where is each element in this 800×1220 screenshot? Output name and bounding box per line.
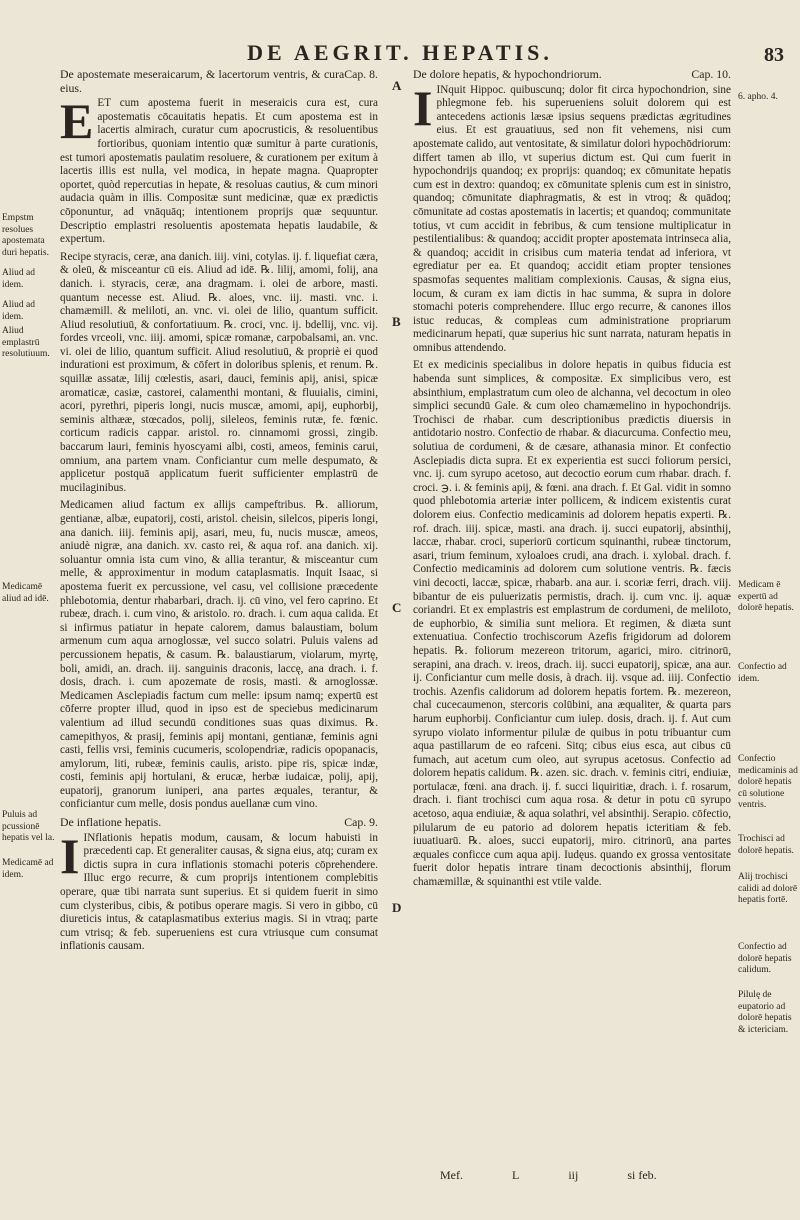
margin-note: Alij trochisci calidi ad dolorē hepatis fortē. (738, 872, 798, 905)
chapter-number: Cap. 9. (344, 815, 378, 830)
catchword-line (440, 1168, 730, 1183)
drop-cap: I (413, 79, 433, 136)
margin-note: Medicam ē expertū ad dolorē hepatis. (738, 580, 794, 613)
paragraph: I INflationis hepatis modum, causam, & locum habuisti in præcedenti cap. Et generaliter causas, & signa eius, atq; curam ex dictis supra in cura inflationis stomachi poteris cōprehendere. Illuc ergo recurre, & cum proprijs intentionem complebitis operare, quæ tibi narrata sunt superius. Et si quidem fuerit in simo cum clysteribus, cibis, & potibus operare magis. Si vero in gibbo, cū diureticis intus, & cataplasmatibus exterius magis. Si in vtraq; parte cum vtrisq; & feb. superueniens est cura vtriusque cum consumat inflationis causam. (60, 827, 378, 953)
chapter-heading (413, 68, 731, 82)
margin-note: Confectio ad dolorē hepatis calidum. (738, 942, 792, 975)
margin-note: Pilulę de eupatorio ad dolorē hepatis & ictericiam. (738, 990, 792, 1035)
chapter-title: De apostemate meseraicarum, & lacertorum ventris, & cura eius. (60, 67, 345, 95)
paragraph: EET cum apostema fuerit in meseraicis cura est, cura apostematis cōcauitatis hepatis. Et cum apostema est in lacertis almirach, curatur cum apocrusticis, & resoluentibus fortioribus, quoniam intentio quæ sumitur à parte curationis, est tumori apostematis paulatim resoluere, & curationem per exitum à lacertis illis est nulla, vel modica, in hepate magna. Quapropter oportet, quòd repercutias in hepate, & resoluas cautius, & cum minori audacia quàm in illis. Compositæ sunt medicinæ, quæ ex prædictis cōponuntur, ad vnāquāq; intentionem proprijs quæ sequuntur. Descriptio emplastri resoluentis apostemata hepatis laudabile, & expertum. (60, 93, 378, 246)
paragraph: I INquit Hippoc. quibuscunq; dolor fit circa hypochondrion, sine phlegmone feb. his superueniens soluit dolorem qui est antecedens actionis læsæ ipsius sequens prædictas ægritudines eius. Et est grauatiuus, sed non fit vehemens, nisi cum apostemate calido, aut ventositate, & similatur dolori hypochōdriorum: differt tamen ab illo, vt superius dictum est. Qui cum fuerit in hypochondrijs quandoq; ex proprijs: quandoq; ex cōmunitate hepatis cum est in dextro: quandoq; ex cōmunitate splenis cum est in sinistro, quandoq; cōmunitate diaphragmatis, & est in vtroq; & quādoq; cōmunitate ad costas apostematis in lacertis; et quandoq; communitate totius, vt cum accidit in febribus, & cum tensione multiplicatur in pestilentialibus: & quandoq; accidit propter apostemata intrinseca alia, & quandoq; accidit in crisibus cum materia tendat ad inferiora, vt egrediatur per ea. Et quandoq; accidit etiam propter tensiones spasmofas sequentes malitiam complexionis. Causas, & signa eius, locum, & curam ex iam dictis in hac summa, & supra in dolore stomachi poteris comprehendere. Illuc ergo recurre, & canones illos istuc reducas, & compleas cum administratione propriarum medicinarum hepati, quæ superius hic sunt narrata, naturam hepatis in omnibus attendendo. (413, 79, 731, 354)
section-letter-b: B (392, 314, 401, 329)
chapter-heading (60, 816, 378, 830)
chapter-number: Cap. 10. (691, 67, 731, 81)
margin-note: Medicamē ad idem. (2, 858, 54, 880)
margin-note: Medicamē aliud ad idē. (2, 582, 49, 604)
page-number: 83 (764, 44, 784, 66)
margin-note: Aliud ad idem. (2, 300, 35, 322)
margin-note: Aliud ad idem. (2, 268, 35, 290)
paragraph: Et ex medicinis specialibus in dolore hepatis in quibus fiducia est habenda sunt simplices, & compositæ. Ex simplicibus vero, est absinthium, emplastratum cum oleo de alchanna, vel decoctum in oleo simplici secundū Gale. & cum oleo chamæmelino in hypochondrijs. Trochisci de rhabar. cum descriptionibus prædictis diuersis in antidotario nostro. Confectio de rhabar. & diacurcuma. Confectio meu, solutiua de cordumeni, & de cæsare, athanasia minor. Et confectio Asclepiadis dicta supra. Et ex experientia est succi foliorum persici, vnc. ij. cum syrupo acetoso, aut decoctio eorum cum rhabar. drach. f. croci. ℈. i. & feminis apij, & fœni. ana drach. f. Et Gal. vidit in somno quod phlebotomia arteriæ inter pollicem, & indicem existentis curat dolorem eius. Confectio medicaminis ad dolorem hepatis experti. ℞. rof. drach. iiij. spicæ, masti. ana drach. ij. succi eupatorij, absinthij, laccæ, rhabar. croci, superiorū corticum squinanthi, rubeæ tinctorum, asari, trium feminum, xyloaloes crudi, ana drach. i. xylobal. drach. f. Confectio medicaminis ad dolorem cum solutione ventris. ℞. fæcis vini decocti, laccæ, spicæ, rhabarb. ana aur. i. scoriæ ferri, drach. viij. bibantur de eis puluerizatis permistis, drach. ij. cum vnc. ij. aquæ coriandri. Et ex emplastris est emplastrum de cordumeni, de meliloto, de euphorbio, & similia sunt meliora. Et regimen, & diæta sunt extenuatiua. Confectio trochiscorum Azefis frigidorum ad dolorem hepatis. ℞. foliorum mezereon tritorum, agarici, miro. citrinorū, serapini, ana drach. v. ireos, drach. iij. succi eupatorij, spicæ, ana aur. ij. Conficiantur cum melle dosis, à drach. iij. vsque ad. iiij. Confectio trochis. Azenfis calidorum ad dolorem hepatis fortem. ℞. mezereon, chal cucecaumenon, stercoris colūbini, ana æqualiter, & quarta pars harum euphorbij. Conficiantur cum iulep. dosis, drach. ij. f. Aut cum syrupo violato informentur pilulæ de quibus in potu tribuantur cum aqua pastillarum de eo rafceni. Sitq; cibus eius esca, aut cibus cū fumach, aut acetum cum oleo, aut syrupus acetosus. Confectio ad dolorem hepatis calidum. ℞. azen. sic. drach. v. feminis citri, endiuiæ, portulacæ, fœni. ana drach. ij. f. succi liquiritiæ, drach. i. f. rosarum, drach. i. fiant trochisci cum aqua rosa. & detur in potu cū syrupo acetoso, aqua endiuiæ, & aqua solathri, vel absinthij. Serapio. cōfectio, pilularum de eu patorio ad dolorem hepatis icteritiam & feb. iuuatiuarū. ℞. aloes, succi eupatorij, miro. citrinorū, ana partes æquales conficce cum aqua apij. Iudęus. quando ex grossa ventositate fuerit dolor hepatis intrare tinam decoctionis absinthij, florum chamæmillæ, & squinanthi est vtile valde. (413, 359, 731, 889)
section-letter-d: D (392, 900, 402, 915)
drop-cap: E (60, 93, 94, 150)
margin-note: Empstm resolues apostemata duri hepatis. (2, 213, 49, 258)
margin-note: Confectio ad idem. (738, 662, 787, 684)
catchword: si feb. (627, 1168, 657, 1182)
paragraph: Recipe styracis, ceræ, ana danich. iiij. vini, cotylas. ij. f. liquefiat cæra, & oleū, & misceantur cū eis. Aliud ad idē. ℞. lilij, amomi, folij, ana danich. i. styracis, ceræ, ana dragmam. i. olei de arbore, masti. quantum necesse est. Aliud. ℞. aloes, vnc. iij. masti. vnc. i. chamæmill. & meliloti, an. vnc. vi. olei de lilio, quantum sufficit. Aliud resolutiuū, & confortatiuum. ℞. croci, vnc. ij. bdellij, vnc. vij. fordes vrceoli, vnc. iiij. amomi, spicæ romanæ, carpobalsami, an. vnc. vi. olei de lilio, quantum sufficit. Aliud resolutiuū, & propriè ei quod indurationi est proximum, & cōfert in doloribus splenis, et renum. ℞. squillæ assatæ, lilij cœlestis, asari, dauci, feminis apij, anisi, spicæ aromaticæ, casiæ, castorei, calamenthi montani, & fluuialis, cimini, acori, pyrethri, piperis longi, nucis muscæ, amomi, apij, euphorbij, seminis althææ, stœcados, polij, sileleos, feminis rutæ, fe. fœnic. corticum radicis cappar. aristol. ro. cinnamomi grossi, zingib. baccarum lauri, feminis hyoscyami albi, costi, ameos, feminis carui, omnium, ana partem vnam. Conficiantur cum melle despumato, & applicetur postquā applicatum fuerit sufficienter emplastrū de mucilaginibus. (60, 250, 378, 494)
chapter-heading (60, 68, 378, 95)
margin-note: Aliud emplastrū resolutiuum. (2, 326, 50, 359)
margin-note: 6. apho. 4. (738, 92, 778, 102)
leaf-mark: iij (568, 1168, 579, 1182)
right-column (413, 66, 731, 894)
margin-note: Confectio medicaminis ad dolorē hepatis cū solutione ventris. (738, 754, 798, 810)
drop-cap: I (60, 827, 80, 884)
running-head: DE AEGRIT. HEPATIS. (247, 40, 553, 65)
section-letter-c: C (392, 600, 402, 615)
margin-note: Trochisci ad dolorē hepatis. (738, 834, 794, 856)
signature-mark: Mef. (440, 1168, 463, 1182)
chapter-number: Cap. 8. (344, 67, 378, 81)
gathering-mark: L (512, 1168, 520, 1182)
left-column (60, 66, 378, 958)
margin-note: Puluis ad pcussionē hepatis vel la. (2, 810, 55, 843)
paragraph: Medicamen aliud factum ex allijs campeftribus. ℞. alliorum, gentianæ, albæ, eupatorij, costi, aristol. cheisin, silelcos, piperis longi, ana danich. iiij. feminis apij, asari, meu, fu, nucis muscæ, ameos, aniudè nigræ, ana danich. xv. casto rei, & aqua rof. ana danich. xij. soluantur omnia ista cum vino, & allia terantur, & misceantur cum melle, & approximentur in modum cataplasmatis. Inquit Isaac, si apostema fuerit ex percussione, vel casu, vel collisione præcedente phlebotomia, dentur rhabarbari, drach. ij. cū vino, vel fero caprino. Et rubeæ, drach. i. cum vino, & aristolo. ro. drach. i. cum aqua calida. Et si infirmus patiatur in hepate calorem, damus balaustiam, bolum armenum cum aqua arnoglossæ, vel succo solatri. Puluis valens ad percussionem hepatis, & casum. ℞. balaustiarum, violarum, myrtę, boli, amidi, an. drach. iij. sanguinis draconis, laccę, ana drach. i. f. dosis, drach. i. cum apozemate de rosis, masti. & arnoglossæ. Medicamen Asclepiadis factum cum melle: ipsum namq; expertū est cōferre propter illud, quod in ipso est de speciebus medicinarum valentium ad illud secundū conditiones suas quas diximus. ℞. camepithyos, & prasij, feminis apij montani, gentianæ, feminis agni casti, fellis vrsi, feminis cucumeris, scolopendriæ, radicis opopanacis, amylorum, liti, rubeæ, feminis caulis, aristo. pipe ris, spicæ indæ, costi, feminis apij hortulani, & erucæ, herbæ iudaicæ, polij, apij, eupatorij, granorum iuniperi, ana partes æquales, terantur, & conficiantur cum melle, dosis pondus auellanæ cum vino. (60, 499, 378, 811)
section-letter-a: A (392, 78, 402, 93)
chapter-title: De inflatione hepatis. (60, 815, 162, 830)
chapter-title: De dolore hepatis, & hypochondriorum. (413, 67, 602, 81)
